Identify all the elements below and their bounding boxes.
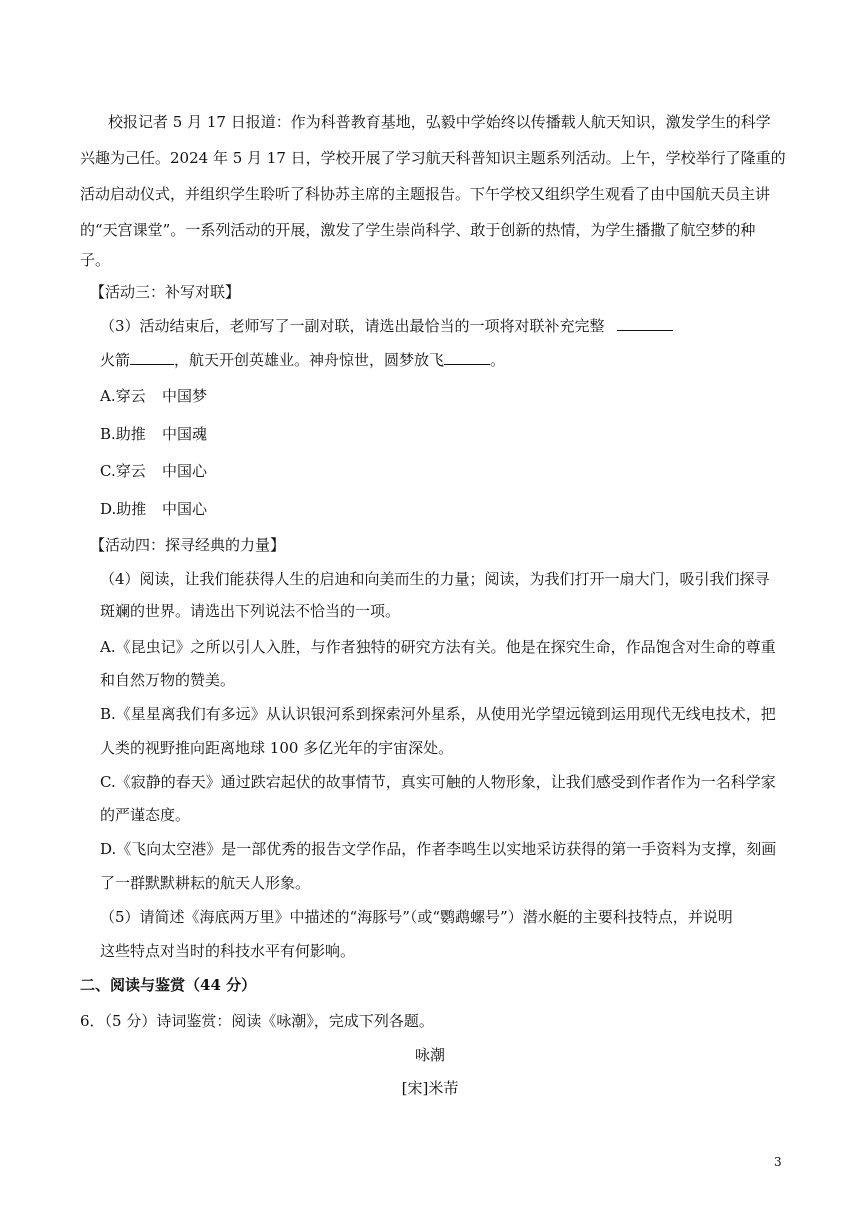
option-d <box>100 499 207 519</box>
option-c-word: 中国心 <box>162 462 208 480</box>
page-number: 3 <box>774 1155 782 1169</box>
option-b <box>100 424 207 444</box>
couplet-blank-2[interactable] <box>444 350 490 365</box>
report-line-1: 校报记者 5 月 17 日报道：作为科普教育基地，弘毅中学始终以传播载人航天知识，激发学生的科学 <box>108 113 771 131</box>
report-line-2: 兴趣为己任。2024 年 5 月 17 日，学校开展了学习航天科普知识主题系列活动。上午，学校举行了隆重的 <box>80 149 786 167</box>
couplet-end: 。 <box>490 351 506 369</box>
poem-title: 咏潮 <box>414 1046 445 1064</box>
statement-a-line-1: A.《昆虫记》之所以引人入胜，与作者独特的研究方法有关。他是在探究生命，作品饱含对生命的尊重 <box>100 638 776 656</box>
option-d-word: 中国心 <box>162 500 208 518</box>
option-c-letter: C.穿云 <box>100 462 146 480</box>
report-line-5: 子。 <box>80 251 111 269</box>
couplet-blank-1[interactable] <box>130 350 174 365</box>
option-d-letter: D.助推 <box>100 500 147 518</box>
option-a-word: 中国梦 <box>162 387 208 405</box>
couplet-line <box>100 350 505 370</box>
couplet-part-a: 火箭 <box>100 351 131 369</box>
activity3-heading: 【活动三：补写对联】 <box>90 283 241 301</box>
question-6: 6．（5 分）诗词鉴赏：阅读《咏潮》，完成下列各题。 <box>80 1012 434 1030</box>
poem-author: [宋]米芾 <box>401 1079 459 1097</box>
option-b-word: 中国魂 <box>162 425 208 443</box>
couplet-part-b: ，航天开创英雄业。神舟惊世，圆梦放飞 <box>174 351 445 369</box>
statement-c-line-1: C.《寂静的春天》通过跌宕起伏的故事情节，真实可触的人物形象，让我们感受到作者作为一名科学家 <box>100 773 776 791</box>
option-a-letter: A.穿云 <box>100 387 146 405</box>
statement-b-line-1: B.《星星离我们有多远》从认识银河系到探索河外星系，从使用光学望远镜到运用现代无线电技术，把 <box>100 705 776 723</box>
option-b-letter: B.助推 <box>100 425 146 443</box>
question-5-line-2: 这些特点对当时的科技水平有何影响。 <box>100 942 356 960</box>
option-a <box>100 386 207 406</box>
report-line-4: 的“天宫课堂”。一系列活动的开展，激发了学生崇尚科学、敢于创新的热情，为学生播撒了航空梦的种 <box>80 221 756 239</box>
statement-c-line-2: 的严谨态度。 <box>100 806 191 824</box>
question-3 <box>100 316 673 336</box>
statement-a-line-2: 和自然万物的赞美。 <box>100 671 236 689</box>
statement-d-line-1: D.《飞向太空港》是一部优秀的报告文学作品，作者李鸣生以实地采访获得的第一手资料为支撑，刻画 <box>100 840 777 858</box>
question-4-line-1: （4）阅读，让我们能获得人生的启迪和向美而生的力量；阅读，为我们打开一扇大门，吸引我们探寻 <box>100 570 770 588</box>
answer-blank[interactable] <box>617 316 673 331</box>
option-c <box>100 461 207 481</box>
question-4-line-2: 斑斓的世界。请选出下列说法不恰当的一项。 <box>100 602 401 620</box>
statement-b-line-2: 人类的视野推向距离地球 100 多亿光年的宇宙深处。 <box>100 739 454 757</box>
statement-d-line-2: 了一群默默耕耘的航天人形象。 <box>100 874 311 892</box>
question-3-text: （3）活动结束后，老师写了一副对联，请选出最恰当的一项将对联补充完整 <box>100 317 605 335</box>
activity4-heading: 【活动四：探寻经典的力量】 <box>90 536 286 554</box>
section-2-heading: 二、阅读与鉴赏（44 分） <box>80 976 257 994</box>
question-5-line-1: （5）请简述《海底两万里》中描述的“海豚号”（或“鹦鹉螺号”）潜水艇的主要科技特点，并说明 <box>100 908 733 926</box>
report-line-3: 活动启动仪式，并组织学生聆听了科协苏主席的主题报告。下午学校又组织学生观看了由中国航天员主讲 <box>80 185 771 203</box>
